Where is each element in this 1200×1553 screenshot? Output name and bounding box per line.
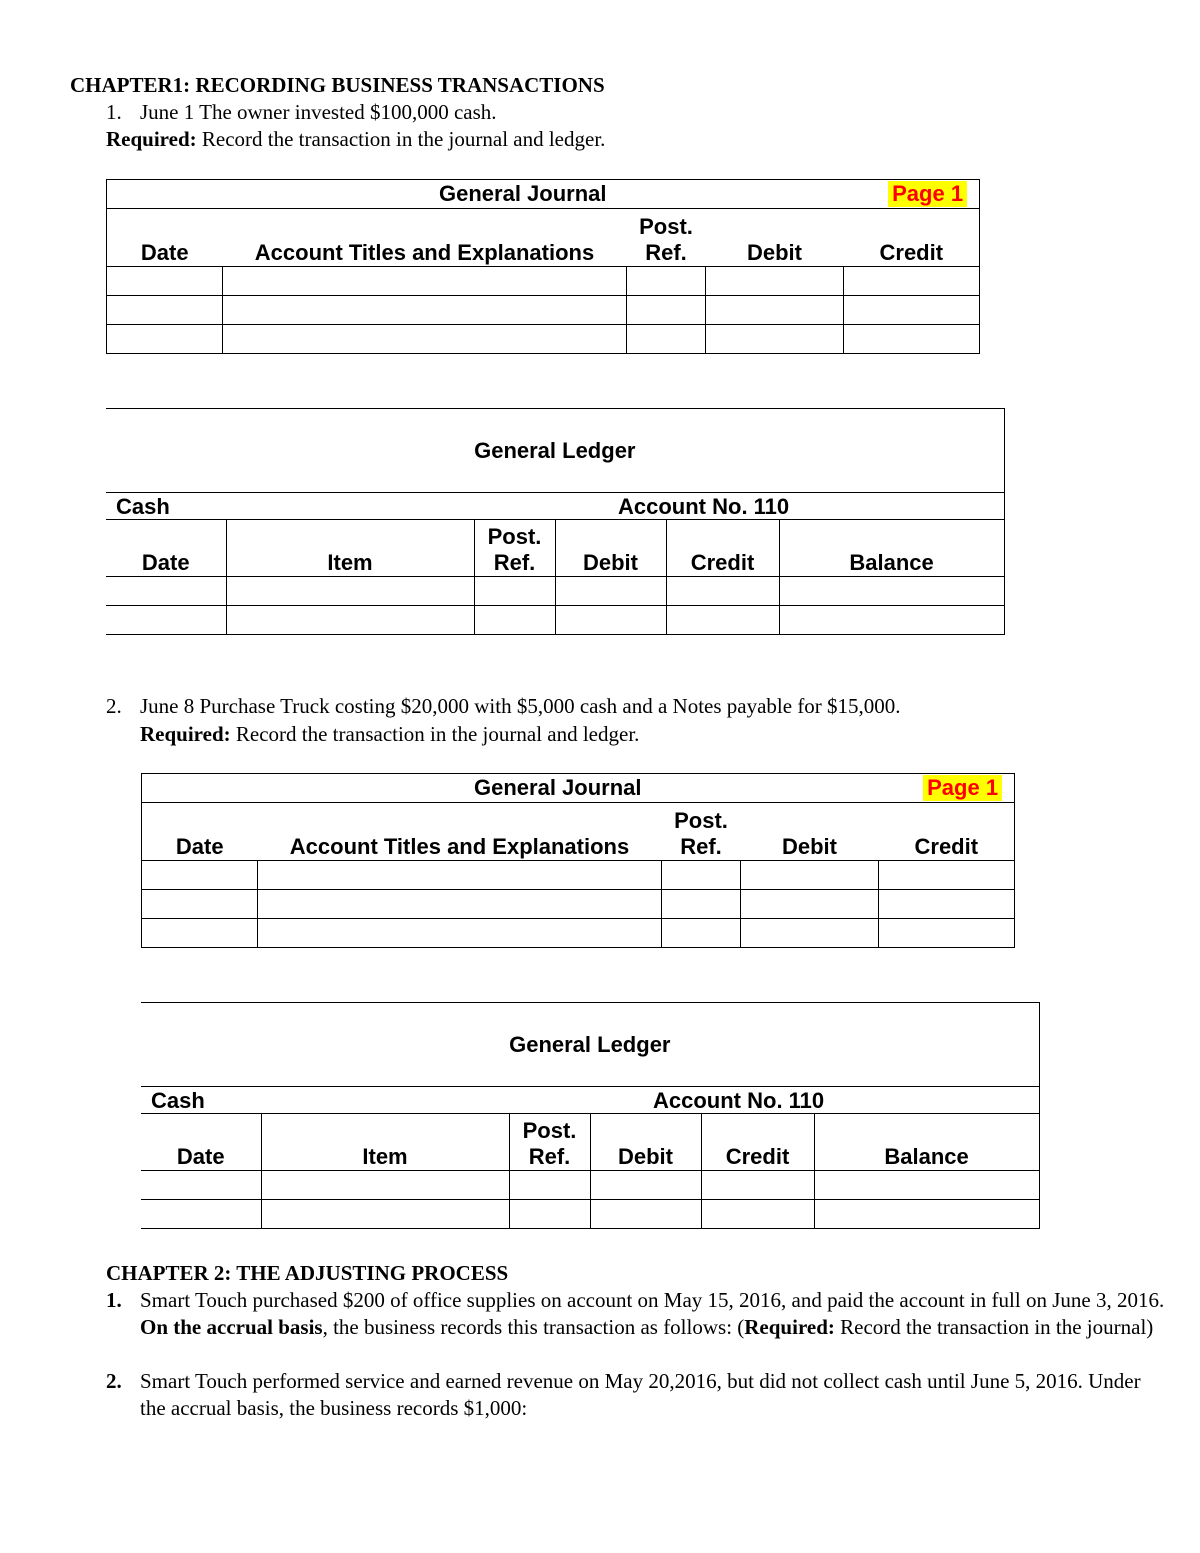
col-debit: Debit [706,209,844,267]
accrual-basis-bold: On the accrual basis [140,1315,323,1339]
page-badge: Page 1 [923,775,1002,801]
ref-label: Ref. [493,550,536,575]
col-account-titles: Account Titles and Explanations [223,209,627,267]
ledger-title: General Ledger [141,1003,1039,1087]
col-post-ref [474,520,555,577]
col-date: Date [142,803,258,861]
item1-text: June 1 The owner invested $100,000 cash. [140,100,497,124]
post-label: Post. [522,1118,577,1143]
ch2-item1-text [140,1287,1170,1341]
col-item: Item [226,520,474,577]
col-date: Date [107,209,223,267]
item2-text: June 8 Purchase Truck costing $20,000 with $5,000 cash and a Notes payable for $15,000. [140,694,901,718]
page-badge: Page 1 [888,181,967,207]
item1-number: 1. [106,100,122,124]
post-label: Post. [674,808,728,833]
required-label: Required: [140,722,231,746]
ledger-account-row [106,493,1004,520]
col-date: Date [141,1114,261,1171]
ref-label: Ref. [680,834,722,859]
col-credit: Credit [879,803,1015,861]
journal-row[interactable] [107,296,980,325]
journal-title-row [107,180,980,209]
ch2-item1-text-b: , the business records this transaction as follows: ( [322,1315,745,1339]
ledger-account-no: Account No. 110 [653,1088,825,1113]
journal-title: General Journal [474,775,642,800]
col-debit: Debit [590,1114,701,1171]
ref-label: Ref. [528,1144,571,1169]
general-ledger-2 [141,1002,1040,1229]
journal-row[interactable] [142,890,1015,919]
col-item: Item [261,1114,509,1171]
required-text: Record the transaction in the journal and ledger. [230,722,640,746]
ch2-item2-number: 2. [106,1369,122,1393]
ledger-account-name: Cash [116,494,170,519]
ledger-title: General Ledger [106,409,1004,493]
chapter2-title: CHAPTER 2: THE ADJUSTING PROCESS [106,1261,509,1285]
col-debit: Debit [555,520,666,577]
journal-row[interactable] [142,919,1015,948]
required-label: Required: [744,1315,835,1339]
ledger-row[interactable] [106,606,1004,635]
col-post-ref [509,1114,590,1171]
col-account-titles: Account Titles and Explanations [258,803,662,861]
item1-required [106,126,605,153]
ch2-item1-text-a: Smart Touch purchased $200 of office supplies on account on May 15, 2016, and paid the account in full on June 3, 2016. [140,1288,1165,1312]
ledger-row[interactable] [141,1200,1039,1229]
required-label: Required: [106,127,197,151]
journal-title: General Journal [439,181,607,206]
required-text: Record the transaction in the journal and ledger. [196,127,606,151]
general-ledger-1 [106,408,1005,635]
col-credit: Credit [666,520,779,577]
ledger-account-row [141,1087,1039,1114]
col-balance: Balance [779,520,1004,577]
journal-row[interactable] [107,267,980,296]
col-debit: Debit [741,803,879,861]
post-label: Post. [487,524,542,549]
general-journal-2 [141,773,1015,948]
ledger-account-name: Cash [151,1088,205,1113]
chapter1-title: CHAPTER1: RECORDING BUSINESS TRANSACTIONS [70,73,605,97]
general-journal-1 [106,179,980,354]
item2-required [140,721,639,748]
journal-row[interactable] [142,861,1015,890]
ledger-row[interactable] [106,577,1004,606]
ledger-row[interactable] [141,1171,1039,1200]
col-post-ref [662,803,741,861]
ledger-account-no: Account No. 110 [618,494,790,519]
col-balance: Balance [814,1114,1039,1171]
ch2-item2-text: Smart Touch performed service and earned revenue on May 20,2016, but did not collect cash until June 5, 2016. Under the accrual basis, the business records $1,000: [140,1369,1141,1420]
col-credit: Credit [701,1114,814,1171]
item2-number: 2. [106,694,122,718]
col-post-ref [627,209,706,267]
post-label: Post. [639,214,693,239]
col-date: Date [106,520,226,577]
journal-row[interactable] [107,325,980,354]
ref-label: Ref. [645,240,687,265]
ch2-item1-number: 1. [106,1288,122,1312]
ch2-item1-text-c: Record the transaction in the journal) [834,1315,1154,1339]
journal-title-row [142,774,1015,803]
col-credit: Credit [844,209,980,267]
